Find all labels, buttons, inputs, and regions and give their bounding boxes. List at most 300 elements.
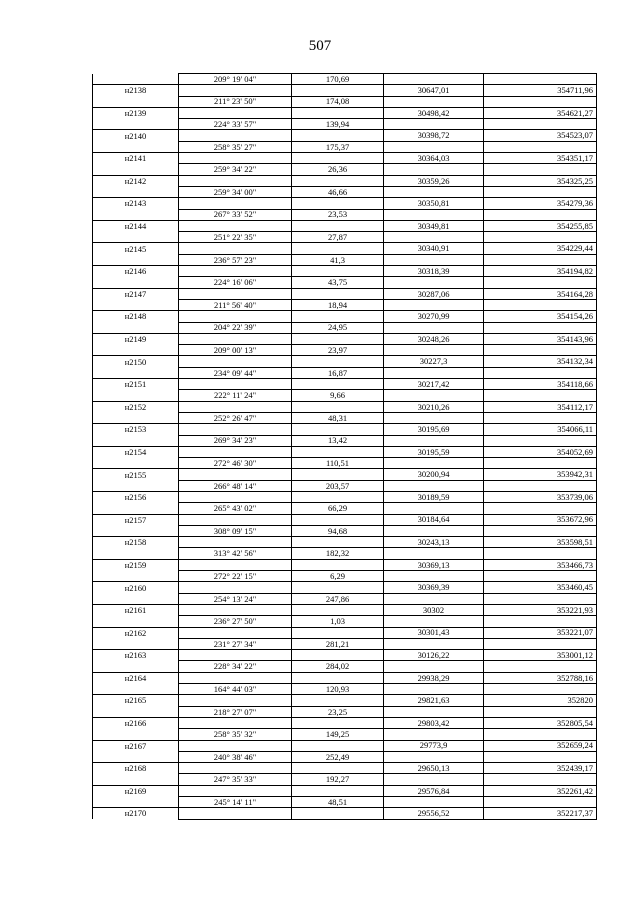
empty-cell <box>484 164 597 175</box>
line-row <box>93 186 597 197</box>
point-row <box>93 491 597 502</box>
direction-angle: 308° 09' 15" <box>179 525 292 536</box>
segment-length: 192,27 <box>292 774 384 785</box>
point-name: н2149 <box>93 333 179 344</box>
empty-cell <box>179 717 292 728</box>
empty-cell <box>484 548 597 559</box>
x-coordinate: 29773,9 <box>384 740 484 751</box>
empty-cell <box>93 480 179 491</box>
empty-cell <box>484 74 597 85</box>
y-coordinate: 354523,07 <box>484 130 597 141</box>
empty-cell <box>93 390 179 401</box>
empty-cell <box>384 435 484 446</box>
segment-length: 48,31 <box>292 412 384 423</box>
empty-cell <box>179 379 292 390</box>
x-coordinate: 30126,22 <box>384 650 484 661</box>
segment-length: 13,42 <box>292 435 384 446</box>
empty-cell <box>93 119 179 130</box>
point-name: н2148 <box>93 311 179 322</box>
point-row <box>93 288 597 299</box>
y-coordinate: 352788,16 <box>484 672 597 683</box>
empty-cell <box>292 333 384 344</box>
line-row <box>93 638 597 649</box>
line-row <box>93 232 597 243</box>
empty-cell <box>384 797 484 808</box>
x-coordinate: 30217,42 <box>384 379 484 390</box>
empty-cell <box>484 503 597 514</box>
x-coordinate: 30195,69 <box>384 424 484 435</box>
y-coordinate: 354164,28 <box>484 288 597 299</box>
empty-cell <box>484 729 597 740</box>
line-row <box>93 367 597 378</box>
empty-cell <box>484 367 597 378</box>
empty-cell <box>93 661 179 672</box>
segment-length: 1,03 <box>292 616 384 627</box>
empty-cell <box>93 232 179 243</box>
segment-length: 41,3 <box>292 254 384 265</box>
line-row <box>93 706 597 717</box>
point-name: н2140 <box>93 130 179 141</box>
empty-cell <box>292 107 384 118</box>
point-row <box>93 537 597 548</box>
segment-length: 23,97 <box>292 345 384 356</box>
point-name: н2164 <box>93 672 179 683</box>
point-row <box>93 582 597 593</box>
empty-cell <box>93 141 179 152</box>
x-coordinate: 29803,42 <box>384 717 484 728</box>
empty-cell <box>484 277 597 288</box>
segment-length: 48,51 <box>292 797 384 808</box>
point-row <box>93 740 597 751</box>
direction-angle: 259° 34' 00" <box>179 186 292 197</box>
y-coordinate: 352439,17 <box>484 763 597 774</box>
y-coordinate: 354621,27 <box>484 107 597 118</box>
empty-cell <box>384 390 484 401</box>
point-name: н2158 <box>93 537 179 548</box>
empty-cell <box>93 797 179 808</box>
point-name: н2160 <box>93 582 179 593</box>
empty-cell <box>484 480 597 491</box>
y-coordinate: 352217,37 <box>484 808 597 819</box>
x-coordinate: 30248,26 <box>384 333 484 344</box>
point-row <box>93 311 597 322</box>
empty-cell <box>384 412 484 423</box>
point-row <box>93 424 597 435</box>
direction-angle: 204° 22' 39" <box>179 322 292 333</box>
y-coordinate: 352261,42 <box>484 785 597 796</box>
point-name: н2156 <box>93 491 179 502</box>
empty-cell <box>484 706 597 717</box>
segment-length: 18,94 <box>292 299 384 310</box>
line-row <box>93 435 597 446</box>
empty-cell <box>484 774 597 785</box>
point-row <box>93 85 597 96</box>
direction-angle: 266° 48' 14" <box>179 480 292 491</box>
y-coordinate: 353460,45 <box>484 582 597 593</box>
x-coordinate: 30195,59 <box>384 446 484 457</box>
empty-cell <box>179 401 292 412</box>
empty-cell <box>484 751 597 762</box>
y-coordinate: 353598,51 <box>484 537 597 548</box>
y-coordinate: 354229,44 <box>484 243 597 254</box>
y-coordinate: 354112,17 <box>484 401 597 412</box>
line-row <box>93 684 597 695</box>
point-row <box>93 808 597 819</box>
empty-cell <box>292 717 384 728</box>
segment-length: 26,36 <box>292 164 384 175</box>
point-row <box>93 220 597 231</box>
empty-cell <box>292 85 384 96</box>
x-coordinate: 30349,81 <box>384 220 484 231</box>
empty-cell <box>179 604 292 615</box>
x-coordinate: 30398,72 <box>384 130 484 141</box>
empty-cell <box>179 469 292 480</box>
point-row <box>93 604 597 615</box>
x-coordinate: 30350,81 <box>384 198 484 209</box>
empty-cell <box>292 627 384 638</box>
direction-angle: 258° 35' 32" <box>179 729 292 740</box>
direction-angle: 258° 35' 27" <box>179 141 292 152</box>
direction-angle: 240° 38' 46" <box>179 751 292 762</box>
coordinates-table <box>92 73 597 820</box>
empty-cell <box>93 209 179 220</box>
empty-cell <box>93 503 179 514</box>
empty-cell <box>384 684 484 695</box>
line-row <box>93 661 597 672</box>
empty-cell <box>384 186 484 197</box>
empty-cell <box>93 571 179 582</box>
empty-cell <box>93 458 179 469</box>
point-row <box>93 514 597 525</box>
point-row <box>93 672 597 683</box>
line-row <box>93 774 597 785</box>
x-coordinate: 30301,43 <box>384 627 484 638</box>
empty-cell <box>384 638 484 649</box>
empty-cell <box>292 514 384 525</box>
line-row <box>93 209 597 220</box>
point-name: н2142 <box>93 175 179 186</box>
line-row <box>93 345 597 356</box>
direction-angle: 236° 27' 50" <box>179 616 292 627</box>
empty-cell <box>179 559 292 570</box>
direction-angle: 209° 00' 13" <box>179 345 292 356</box>
empty-cell <box>292 582 384 593</box>
y-coordinate: 354325,25 <box>484 175 597 186</box>
empty-cell <box>484 684 597 695</box>
segment-length: 252,49 <box>292 751 384 762</box>
x-coordinate: 29821,63 <box>384 695 484 706</box>
empty-cell <box>292 266 384 277</box>
y-coordinate: 353221,07 <box>484 627 597 638</box>
x-coordinate: 30340,91 <box>384 243 484 254</box>
empty-cell <box>93 345 179 356</box>
empty-cell <box>179 491 292 502</box>
point-name: н2154 <box>93 446 179 457</box>
empty-cell <box>384 525 484 536</box>
y-coordinate: 352820 <box>484 695 597 706</box>
segment-length: 66,29 <box>292 503 384 514</box>
segment-length: 27,87 <box>292 232 384 243</box>
direction-angle: 272° 46' 30" <box>179 458 292 469</box>
empty-cell <box>384 458 484 469</box>
line-row <box>93 616 597 627</box>
empty-cell <box>484 141 597 152</box>
line-row <box>93 119 597 130</box>
x-coordinate: 30369,13 <box>384 559 484 570</box>
point-name: н2168 <box>93 763 179 774</box>
line-row <box>93 74 597 85</box>
empty-cell <box>93 299 179 310</box>
empty-cell <box>179 785 292 796</box>
empty-cell <box>292 243 384 254</box>
direction-angle: 267° 33' 52" <box>179 209 292 220</box>
empty-cell <box>484 96 597 107</box>
line-row <box>93 277 597 288</box>
y-coordinate: 353739,06 <box>484 491 597 502</box>
point-row <box>93 153 597 164</box>
point-row <box>93 107 597 118</box>
empty-cell <box>384 616 484 627</box>
empty-cell <box>179 333 292 344</box>
empty-cell <box>384 164 484 175</box>
y-coordinate: 353942,31 <box>484 469 597 480</box>
empty-cell <box>384 367 484 378</box>
empty-cell <box>484 412 597 423</box>
empty-cell <box>179 537 292 548</box>
segment-length: 284,02 <box>292 661 384 672</box>
x-coordinate: 29576,84 <box>384 785 484 796</box>
empty-cell <box>93 164 179 175</box>
line-row <box>93 141 597 152</box>
empty-cell <box>93 548 179 559</box>
empty-cell <box>93 706 179 717</box>
empty-cell <box>179 740 292 751</box>
empty-cell <box>384 254 484 265</box>
segment-length: 174,08 <box>292 96 384 107</box>
point-name: н2162 <box>93 627 179 638</box>
empty-cell <box>179 695 292 706</box>
empty-cell <box>179 627 292 638</box>
segment-length: 46,66 <box>292 186 384 197</box>
x-coordinate: 29938,29 <box>384 672 484 683</box>
empty-cell <box>93 367 179 378</box>
line-row <box>93 299 597 310</box>
point-row <box>93 198 597 209</box>
empty-cell <box>484 390 597 401</box>
point-name: н2146 <box>93 266 179 277</box>
empty-cell <box>384 345 484 356</box>
point-name: н2161 <box>93 604 179 615</box>
direction-angle: 272° 22' 15" <box>179 571 292 582</box>
point-row <box>93 717 597 728</box>
empty-cell <box>484 209 597 220</box>
direction-angle: 234° 09' 44" <box>179 367 292 378</box>
empty-cell <box>93 593 179 604</box>
y-coordinate: 354143,96 <box>484 333 597 344</box>
empty-cell <box>484 797 597 808</box>
x-coordinate: 30270,99 <box>384 311 484 322</box>
point-row <box>93 379 597 390</box>
empty-cell <box>292 785 384 796</box>
y-coordinate: 354279,36 <box>484 198 597 209</box>
point-row <box>93 333 597 344</box>
empty-cell <box>484 254 597 265</box>
line-row <box>93 593 597 604</box>
empty-cell <box>93 412 179 423</box>
empty-cell <box>384 141 484 152</box>
empty-cell <box>384 209 484 220</box>
empty-cell <box>484 322 597 333</box>
empty-cell <box>292 604 384 615</box>
segment-length: 247,86 <box>292 593 384 604</box>
point-row <box>93 650 597 661</box>
empty-cell <box>292 153 384 164</box>
segment-length: 175,37 <box>292 141 384 152</box>
empty-cell <box>384 751 484 762</box>
empty-cell <box>93 751 179 762</box>
x-coordinate: 29650,13 <box>384 763 484 774</box>
point-name: н2147 <box>93 288 179 299</box>
empty-cell <box>484 435 597 446</box>
segment-length: 110,51 <box>292 458 384 469</box>
segment-length: 139,94 <box>292 119 384 130</box>
empty-cell <box>384 322 484 333</box>
segment-length: 6,29 <box>292 571 384 582</box>
x-coordinate: 30287,06 <box>384 288 484 299</box>
direction-angle: 211° 56' 40" <box>179 299 292 310</box>
empty-cell <box>292 356 384 367</box>
y-coordinate: 353221,93 <box>484 604 597 615</box>
empty-cell <box>93 638 179 649</box>
point-row <box>93 695 597 706</box>
direction-angle: 245° 14' 11" <box>179 797 292 808</box>
segment-length: 281,21 <box>292 638 384 649</box>
empty-cell <box>292 198 384 209</box>
empty-cell <box>292 401 384 412</box>
empty-cell <box>384 119 484 130</box>
x-coordinate: 30369,39 <box>384 582 484 593</box>
empty-cell <box>179 266 292 277</box>
direction-angle: 259° 34' 22" <box>179 164 292 175</box>
empty-cell <box>179 198 292 209</box>
empty-cell <box>93 616 179 627</box>
empty-cell <box>384 729 484 740</box>
point-name: н2155 <box>93 469 179 480</box>
y-coordinate: 354066,11 <box>484 424 597 435</box>
point-row <box>93 559 597 570</box>
point-row <box>93 356 597 367</box>
empty-cell <box>292 695 384 706</box>
segment-length: 120,93 <box>292 684 384 695</box>
empty-cell <box>292 672 384 683</box>
empty-cell <box>484 571 597 582</box>
y-coordinate: 354194,82 <box>484 266 597 277</box>
point-row <box>93 266 597 277</box>
direction-angle: 224° 16' 06" <box>179 277 292 288</box>
empty-cell <box>93 525 179 536</box>
direction-angle: 269° 34' 23" <box>179 435 292 446</box>
point-name: н2157 <box>93 514 179 525</box>
segment-length: 23,53 <box>292 209 384 220</box>
direction-angle: 313° 42' 56" <box>179 548 292 559</box>
x-coordinate: 30227,3 <box>384 356 484 367</box>
direction-angle: 228° 34' 22" <box>179 661 292 672</box>
y-coordinate: 354351,17 <box>484 153 597 164</box>
direction-angle: 211° 23' 50" <box>179 96 292 107</box>
line-row <box>93 458 597 469</box>
point-name: н2170 <box>93 808 179 819</box>
empty-cell <box>384 232 484 243</box>
direction-angle: 222° 11' 24" <box>179 390 292 401</box>
empty-cell <box>93 74 179 85</box>
line-row <box>93 548 597 559</box>
direction-angle: 218° 27' 07" <box>179 706 292 717</box>
direction-angle: 209° 19' 04" <box>179 74 292 85</box>
point-row <box>93 130 597 141</box>
y-coordinate: 353466,73 <box>484 559 597 570</box>
segment-length: 149,25 <box>292 729 384 740</box>
empty-cell <box>384 480 484 491</box>
point-row <box>93 763 597 774</box>
y-coordinate: 352805,54 <box>484 717 597 728</box>
empty-cell <box>484 299 597 310</box>
empty-cell <box>179 808 292 819</box>
y-coordinate: 354118,66 <box>484 379 597 390</box>
empty-cell <box>179 243 292 254</box>
empty-cell <box>384 96 484 107</box>
empty-cell <box>93 96 179 107</box>
segment-length: 182,32 <box>292 548 384 559</box>
empty-cell <box>179 107 292 118</box>
empty-cell <box>292 220 384 231</box>
x-coordinate: 30243,13 <box>384 537 484 548</box>
empty-cell <box>292 446 384 457</box>
empty-cell <box>292 559 384 570</box>
y-coordinate: 354154,26 <box>484 311 597 322</box>
empty-cell <box>384 299 484 310</box>
line-row <box>93 729 597 740</box>
point-name: н2151 <box>93 379 179 390</box>
line-row <box>93 571 597 582</box>
line-row <box>93 797 597 808</box>
empty-cell <box>484 458 597 469</box>
direction-angle: 254° 13' 24" <box>179 593 292 604</box>
line-row <box>93 322 597 333</box>
empty-cell <box>484 345 597 356</box>
empty-cell <box>179 424 292 435</box>
point-name: н2150 <box>93 356 179 367</box>
line-row <box>93 390 597 401</box>
empty-cell <box>292 650 384 661</box>
segment-length: 24,95 <box>292 322 384 333</box>
direction-angle: 252° 26' 47" <box>179 412 292 423</box>
point-name: н2166 <box>93 717 179 728</box>
direction-angle: 164° 44' 03" <box>179 684 292 695</box>
point-name: н2139 <box>93 107 179 118</box>
point-name: н2165 <box>93 695 179 706</box>
empty-cell <box>292 379 384 390</box>
x-coordinate: 30200,94 <box>384 469 484 480</box>
empty-cell <box>179 311 292 322</box>
empty-cell <box>384 277 484 288</box>
empty-cell <box>93 684 179 695</box>
empty-cell <box>484 661 597 672</box>
line-row <box>93 96 597 107</box>
direction-angle: 236° 57' 23" <box>179 254 292 265</box>
x-coordinate: 30210,26 <box>384 401 484 412</box>
line-row <box>93 503 597 514</box>
point-name: н2143 <box>93 198 179 209</box>
